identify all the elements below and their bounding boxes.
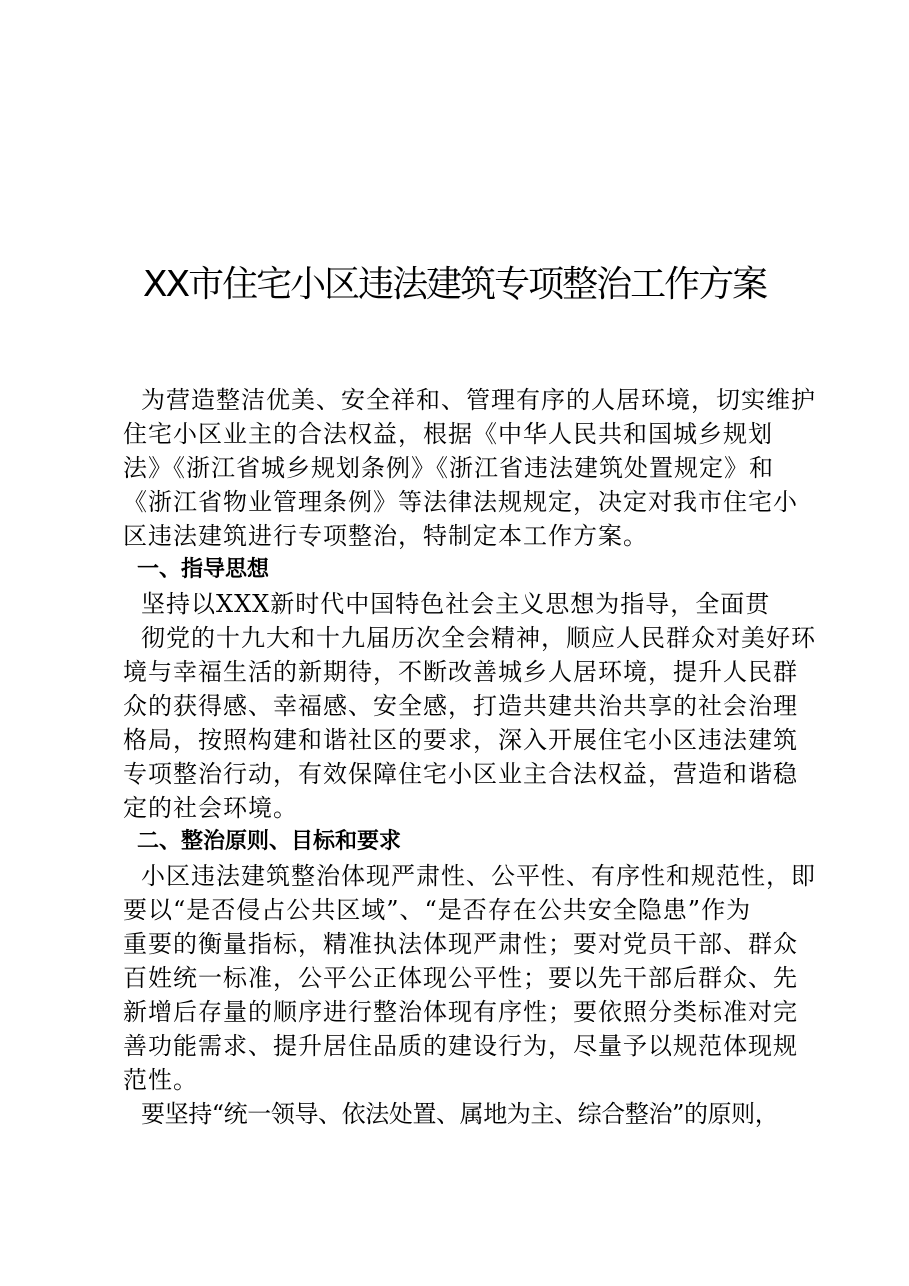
paragraph-line: 格局，按照构建和谐社区的要求，深入开展住宅小区违法建筑 [123, 726, 798, 754]
paragraph-line: 为营造整洁优美、安全祥和、管理有序的人居环境，切实维护 [141, 386, 816, 414]
paragraph-line: 住宅小区业主的合法权益，根据《中华人民共和国城乡规划 [123, 420, 773, 448]
document-body [123, 383, 816, 1131]
paragraph-line: 百姓统一标准，公平公正体现公平性；要以先干部后群众、先 [123, 964, 798, 992]
paragraph-line: 《浙江省物业管理条例》等法律法规规定，决定对我市住宅小 [123, 488, 798, 516]
paragraph-line: 要坚持“统一领导、依法处置、属地为主、综合整治”的原则， [141, 1100, 779, 1128]
paragraph-line: 新增后存量的顺序进行整治体现有序性；要依照分类标准对完 [123, 998, 798, 1026]
paragraph-line: 坚持以XXX新时代中国特色社会主义思想为指导，全面贯 [141, 590, 771, 618]
paragraph-line: 区违法建筑进行专项整治，特制定本工作方案。 [123, 522, 648, 550]
paragraph-line: 善功能需求、提升居住品质的建设行为，尽量予以规范体现规 [123, 1032, 798, 1060]
paragraph-line: 范性。 [123, 1066, 198, 1094]
paragraph-line: 重要的衡量指标，精准执法体现严肃性；要对党员干部、群众 [123, 930, 798, 958]
paragraph-line: 要以“是否侵占公共区域”、“是否存在公共安全隐患”作为 [123, 896, 752, 924]
section-heading: 二、整治原则、目标和要求 [137, 829, 402, 854]
paragraph-line: 小区违法建筑整治体现严肃性、公平性、有序性和规范性，即 [141, 862, 816, 890]
paragraph-line: 境与幸福生活的新期待，不断改善城乡人居环境，提升人民群 [123, 658, 798, 686]
section-heading: 一、指导思想 [137, 557, 270, 582]
paragraph-line: 众的获得感、幸福感、安全感，打造共建共治共享的社会治理 [123, 692, 798, 720]
document-title: XX市住宅小区违法建筑专项整治工作方案 [142, 264, 767, 305]
paragraph-line: 定的社会环境。 [123, 794, 298, 822]
paragraph-line: 彻党的十九大和十九届历次全会精神，顺应人民群众对美好环 [141, 624, 816, 652]
paragraph-line: 法》《浙江省城乡规划条例》《浙江省违法建筑处置规定》和 [123, 454, 774, 482]
paragraph-line: 专项整治行动，有效保障住宅小区业主合法权益，营造和谐稳 [123, 760, 798, 788]
